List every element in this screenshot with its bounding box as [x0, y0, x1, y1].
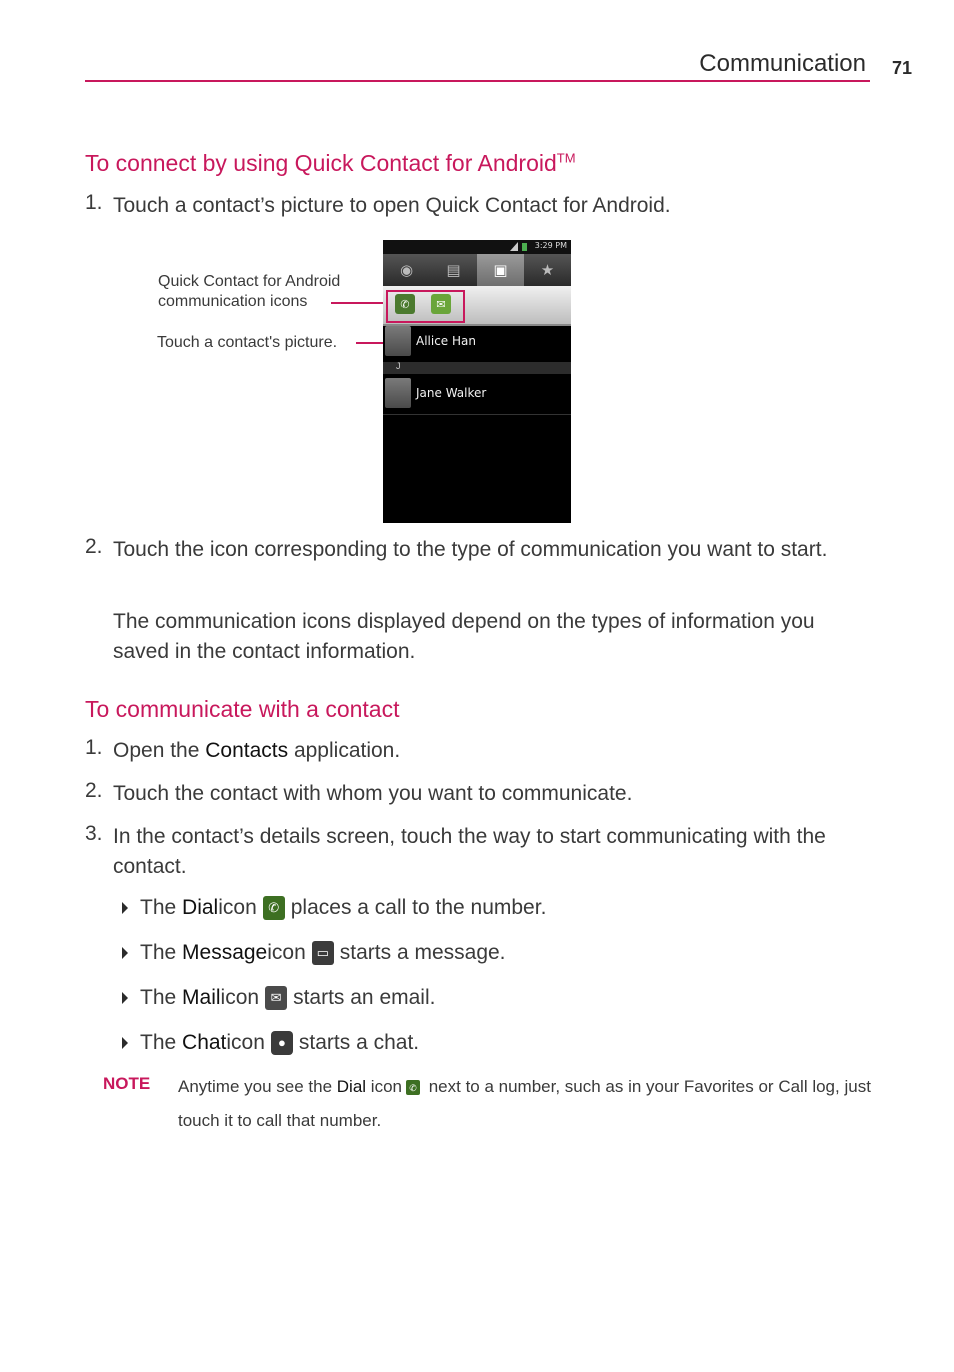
dial-icon: ✆ — [406, 1080, 420, 1095]
callout-leader-line — [331, 302, 386, 304]
header-divider — [85, 80, 870, 82]
step-text: Touch the contact with whom you want to communicate. — [113, 782, 633, 805]
contact-name: Jane Walker — [416, 386, 487, 400]
section-title: Communication — [699, 50, 866, 77]
step-number: 3. — [85, 822, 103, 845]
callout-communication-icons: Quick Contact for Android communication icons — [158, 273, 341, 310]
chat-icon: ● — [271, 1031, 293, 1055]
step-text: Touch the icon corresponding to the type of communication you want to start. — [113, 538, 828, 561]
bullet-arrow-icon — [122, 992, 128, 1004]
step-number: 1. — [85, 191, 103, 214]
callout-contact-picture: Touch a contact's picture. — [157, 334, 338, 351]
step-text: In the contact’s details screen, touch the way to start communicating with the contact. — [113, 825, 826, 878]
term-contacts: Contacts — [205, 739, 289, 762]
heading-quick-contact: To connect by using Quick Contact for Android™ — [85, 150, 576, 176]
bullet-item: The Message icon ▭ starts a message. — [122, 938, 506, 968]
mail-icon: ✉ — [265, 986, 287, 1010]
contact-row[interactable] — [383, 322, 571, 363]
contacts-icon[interactable]: ▣ — [477, 254, 524, 286]
favorites-icon[interactable]: ★ — [540, 262, 555, 279]
bullet-item: The Mail icon ✉ starts an email. — [122, 983, 435, 1013]
callout-leader-line — [356, 342, 386, 344]
dial-icon[interactable]: ✆ — [395, 294, 415, 314]
bullet-item: The Chat icon ● starts a chat. — [122, 1028, 419, 1058]
call-log-icon[interactable]: ▤ — [446, 262, 461, 279]
contacts-tab-bar — [383, 254, 571, 286]
status-bar — [383, 240, 571, 254]
dialer-icon[interactable]: ◉ — [399, 262, 414, 279]
message-icon: ▭ — [312, 941, 334, 965]
step-number: 2. — [85, 535, 103, 558]
letter-separator: J — [383, 362, 571, 374]
dial-icon: ✆ — [263, 896, 285, 920]
bullet-arrow-icon — [122, 1037, 128, 1049]
note-label: NOTE — [103, 1074, 151, 1093]
bullet-item: The Dial icon ✆ places a call to the number. — [122, 893, 546, 923]
note-text: Anytime you see the Dial icon ✆ next to a number, such as in your Favorites or Call log, just touch it to call that number. — [178, 1077, 871, 1130]
page-number: 71 — [892, 58, 913, 78]
step-text: Open the Contacts application. — [113, 739, 401, 762]
trademark-sup: TM — [556, 150, 576, 166]
contact-name: Allice Han — [416, 334, 476, 348]
step-paragraph: The communication icons displayed depend on the types of information you saved in the contact information. — [113, 610, 815, 663]
step-number: 2. — [85, 779, 103, 802]
step-text: Touch a contact’s picture to open Quick Contact for Android. — [113, 194, 671, 217]
contact-row[interactable] — [383, 374, 571, 415]
step-number: 1. — [85, 736, 103, 759]
avatar[interactable] — [385, 378, 411, 408]
heading-communicate: To communicate with a contact — [85, 696, 400, 722]
icons-highlight-box — [386, 290, 465, 323]
signal-icon — [510, 242, 518, 251]
status-time: 3:29 PM — [534, 241, 567, 250]
bullet-arrow-icon — [122, 902, 128, 914]
battery-icon — [522, 243, 527, 251]
message-icon[interactable]: ✉ — [431, 294, 451, 314]
avatar[interactable] — [385, 326, 411, 356]
bullet-arrow-icon — [122, 947, 128, 959]
phone-screenshot — [383, 240, 571, 523]
